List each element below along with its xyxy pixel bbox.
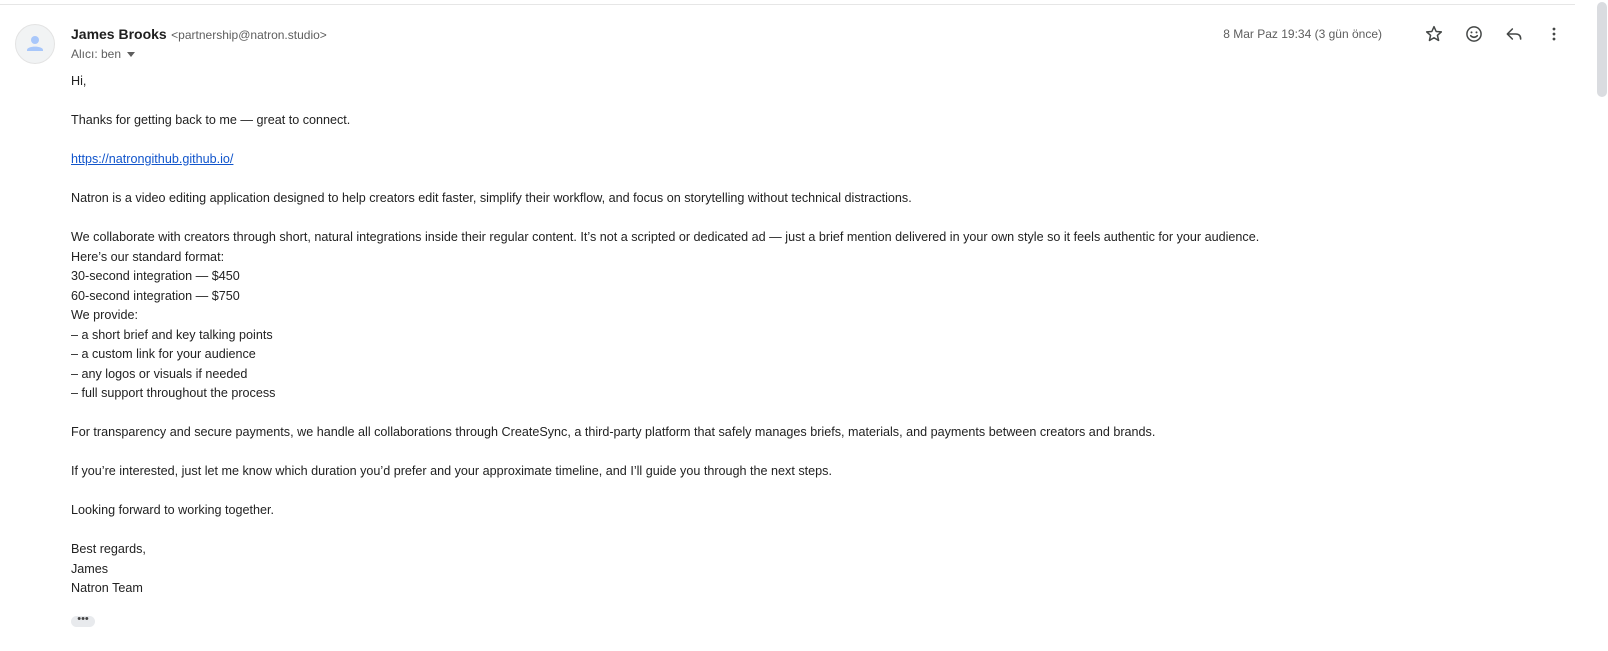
recipient-details-toggle[interactable]	[71, 46, 135, 62]
reply-button[interactable]	[1500, 20, 1528, 48]
avatar[interactable]	[15, 24, 55, 64]
reply-icon	[1504, 24, 1524, 44]
star-icon	[1424, 24, 1444, 44]
sender-line	[71, 25, 327, 44]
signature-name: James	[71, 561, 109, 576]
message-body	[71, 72, 1551, 618]
sender-name[interactable]: James Brooks	[71, 26, 167, 42]
greeting: Hi,	[71, 74, 87, 88]
person-icon	[16, 25, 54, 63]
format-line: 60-second integration — $750	[71, 288, 240, 303]
more-vert-icon	[1544, 24, 1564, 44]
next-steps-paragraph: If you’re interested, just let me know which duration you’d prefer and your approximate timeline, and I’ll guide you through the next steps.	[71, 464, 832, 478]
scrollbar-thumb[interactable]	[1597, 2, 1607, 97]
payments-paragraph: For transparency and secure payments, we handle all collaborations through CreateSync, a third-party platform that safely manages briefs, materials, and payments between creators and brands.	[71, 425, 1156, 439]
signoff: Best regards,	[71, 542, 146, 556]
emoji-icon	[1464, 24, 1484, 44]
provide-line: – a short brief and key talking points	[71, 327, 273, 342]
provide-heading: We provide:	[71, 308, 138, 322]
provide-line: – full support throughout the process	[71, 386, 276, 400]
star-button[interactable]	[1420, 20, 1448, 48]
more-horiz-icon: •••	[77, 613, 89, 625]
sender-email: <partnership@natron.studio>	[171, 28, 327, 42]
chevron-down-icon	[127, 52, 135, 57]
recipient-label: Alıcı: ben	[71, 47, 122, 61]
message-date: 8 Mar Paz 19:34 (3 gün önce)	[1223, 27, 1382, 41]
closing-paragraph: Looking forward to working together.	[71, 503, 275, 517]
website-link[interactable]: https://natrongithub.github.io/	[71, 152, 234, 166]
collab-text: We collaborate with creators through short, natural integrations inside their regular content. It’s not a scripted or dedicated ad — just a brief mention delivered in your own style so it feels authentic for your audience.	[71, 230, 1260, 244]
scrollbar[interactable]	[1592, 0, 1608, 651]
format-line: 30-second integration — $450	[71, 269, 240, 283]
add-reaction-button[interactable]	[1460, 20, 1488, 48]
link-paragraph	[71, 150, 1551, 170]
intro-paragraph: Thanks for getting back to me — great to connect.	[71, 113, 351, 127]
provide-line: – a custom link for your audience	[71, 347, 256, 361]
show-trimmed-content-button[interactable]	[71, 613, 95, 627]
signature-team: Natron Team	[71, 581, 143, 595]
signature	[71, 540, 1551, 599]
format-heading: Here’s our standard format:	[71, 249, 225, 264]
about-paragraph: Natron is a video editing application designed to help creators edit faster, simplify their workflow, and focus on storytelling without technical distractions.	[71, 191, 912, 205]
provide-line: – any logos or visuals if needed	[71, 366, 248, 381]
offer-block	[71, 228, 1551, 404]
more-options-button[interactable]	[1540, 20, 1568, 48]
